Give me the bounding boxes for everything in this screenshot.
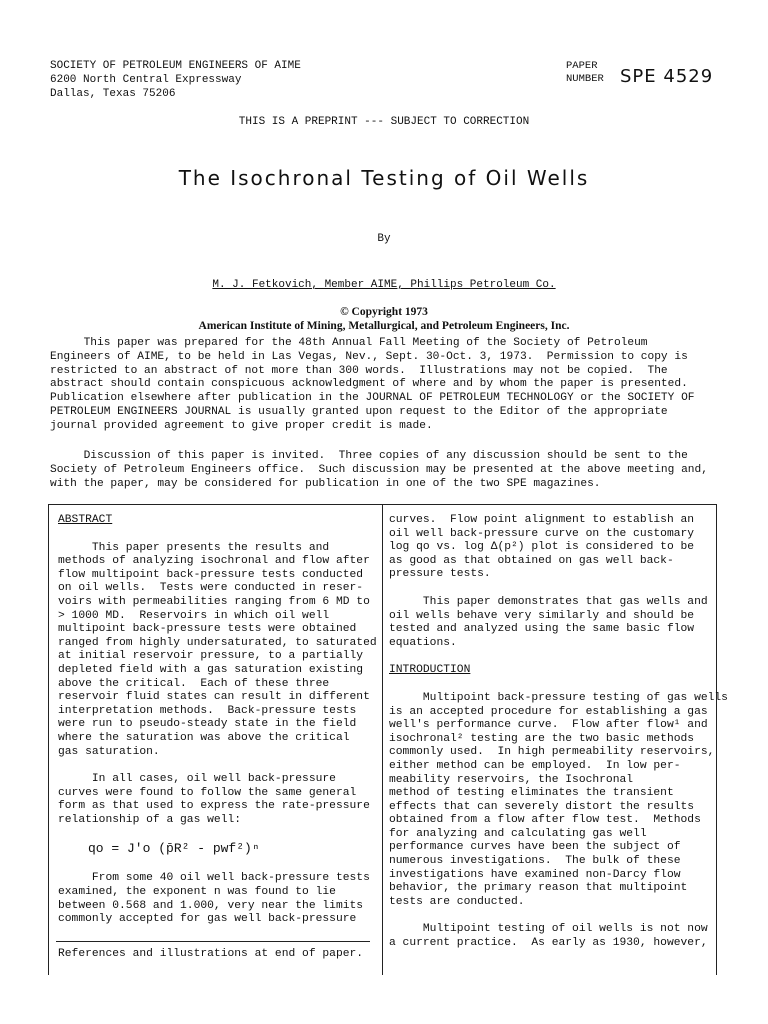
- left-column: [58, 514, 377, 927]
- body-line: commonly used. In high permeability reservoirs,: [389, 746, 715, 759]
- copyright-line: © Copyright 1973: [340, 306, 428, 318]
- body-line: is an accepted procedure for establishing a gas: [389, 705, 708, 718]
- body-line: tested and analyzed using the same basic flow: [389, 623, 695, 636]
- footnote-rule: [56, 941, 370, 942]
- body-line: equations.: [389, 636, 457, 649]
- abstract-line: > 1000 MD. Reservoirs in which oil well: [58, 609, 330, 622]
- body-line: Multipoint back-pressure testing of gas wells: [389, 691, 728, 704]
- abstract-line: interpretation methods. Back-pressure tests: [58, 704, 357, 717]
- abstract-line: reservoir fluid states can result in different: [58, 691, 370, 704]
- body-line: as good as that obtained on gas well back-: [389, 554, 674, 567]
- body-line: oil well back-pressure curve on the customary: [389, 527, 695, 540]
- body-line: either method can be employed. In low per-: [389, 759, 681, 772]
- abstract-line: depleted field with a gas saturation existing: [58, 663, 364, 676]
- paper-label-line2: NUMBER: [566, 73, 604, 85]
- notice-line: abstract should contain conspicuous acknowledgment of where and by whom the paper is presented.: [50, 378, 688, 391]
- abstract-line: on oil wells. Tests were conducted in reser-: [58, 582, 364, 595]
- footnote: References and illustrations at end of paper.: [58, 948, 364, 960]
- abstract-para3: [58, 872, 377, 926]
- abstract-line: voirs with permeabilities ranging from 6 MD to: [58, 595, 370, 608]
- discussion-line: Society of Petroleum Engineers office. Such discussion may be presented at the above meeting and,: [50, 463, 708, 476]
- abstract-line: where the saturation was above the critical: [58, 731, 350, 744]
- abstract-line: curves were found to follow the same general: [58, 786, 357, 799]
- body-line: method of testing eliminates the transient: [389, 787, 674, 800]
- abstract-line: gas saturation.: [58, 745, 160, 758]
- abstract-line: In all cases, oil well back-pressure: [58, 773, 336, 786]
- right-para1: [389, 514, 728, 582]
- paper-number: SPE 4529: [620, 66, 714, 87]
- society-name: SOCIETY OF PETROLEUM ENGINEERS OF AIME: [50, 60, 301, 72]
- society-street: 6200 North Central Expressway: [50, 74, 242, 86]
- body-line: curves. Flow point alignment to establish an: [389, 514, 695, 526]
- notice-line: restricted to an abstract of not more than 300 words. Illustrations may not be copied. The: [50, 364, 668, 377]
- body-line: obtained from a flow after flow test. Methods: [389, 814, 701, 827]
- body-line: a current practice. As early as 1930, however,: [389, 937, 708, 950]
- body-line: pressure tests.: [389, 568, 491, 581]
- body-line: performance curves have been the subject of: [389, 841, 681, 854]
- notice-line: Publication elsewhere after publication in the JOURNAL OF PETROLEUM TECHNOLOGY or the SOCIETY OF: [50, 392, 695, 405]
- notice-line: Engineers of AIME, to be held in Las Vegas, Nev., Sept. 30-Oct. 3, 1973. Permission to copy is: [50, 350, 688, 363]
- body-line: oil wells behave very similarly and should be: [389, 609, 695, 622]
- body-line: numerous investigations. The bulk of these: [389, 855, 681, 868]
- abstract-heading: ABSTRACT: [58, 514, 113, 526]
- abstract-line: methods of analyzing isochronal and flow after: [58, 555, 370, 568]
- abstract-line: at initial reservoir pressure, to a partially: [58, 650, 364, 663]
- abstract-para1: [58, 542, 377, 760]
- author-line: [0, 278, 768, 292]
- abstract-line: examined, the exponent n was found to lie: [58, 886, 336, 899]
- body-line: effects that can severely distort the results: [389, 800, 695, 813]
- abstract-line: were run to pseudo-steady state in the field: [58, 718, 357, 731]
- body-line: isochronal² testing are the two basic methods: [389, 732, 695, 745]
- by-line: By: [377, 233, 391, 245]
- discussion-line: with the paper, may be considered for publication in one of the two SPE magazines.: [50, 477, 601, 490]
- abstract-line: form as that used to express the rate-pressure: [58, 800, 370, 813]
- right-para2: [389, 596, 728, 650]
- abstract-line: between 0.568 and 1.000, very near the limits: [58, 899, 364, 912]
- abstract-line: relationship of a gas well:: [58, 813, 242, 826]
- body-line: investigations have examined non-Darcy flow: [389, 868, 681, 881]
- body-line: log qo vs. log Δ(p²) plot is considered to be: [389, 541, 695, 554]
- body-line: well's performance curve. Flow after flow¹ and: [389, 719, 708, 732]
- abstract-line: commonly accepted for gas well back-pressure: [58, 913, 357, 926]
- right-para3: [389, 692, 728, 910]
- discussion-paragraph: [50, 450, 708, 491]
- paper-label: [566, 60, 604, 86]
- right-column: [389, 514, 728, 951]
- preprint-notice: THIS IS A PREPRINT --- SUBJECT TO CORRECTION: [238, 116, 530, 128]
- abstract-para2: [58, 773, 377, 827]
- society-address: [50, 59, 301, 101]
- body-line: Multipoint testing of oil wells is not now: [389, 923, 708, 936]
- notice-line: This paper was prepared for the 48th Annual Fall Meeting of the Society of Petroleum: [50, 337, 648, 349]
- introduction-heading: INTRODUCTION: [389, 664, 471, 677]
- author-text: M. J. Fetkovich, Member AIME, Phillips Petroleum Co.: [212, 279, 556, 291]
- abstract-line: ranged from highly undersaturated, to saturated: [58, 636, 377, 649]
- abstract-line: From some 40 oil well back-pressure tests: [58, 872, 370, 885]
- abstract-line: multipoint back-pressure tests were obtained: [58, 623, 357, 636]
- body-line: for analyzing and calculating gas well: [389, 827, 647, 840]
- notice-line: PETROLEUM ENGINEERS JOURNAL is usually granted upon request to the Editor of the appropriate: [50, 405, 668, 418]
- discussion-line: Discussion of this paper is invited. Three copies of any discussion should be sent to the: [50, 450, 688, 462]
- right-para4: [389, 923, 728, 950]
- society-city: Dallas, Texas 75206: [50, 88, 176, 100]
- abstract-line: above the critical. Each of these three: [58, 677, 330, 690]
- body-line: behavior, the primary reason that multipoint: [389, 882, 688, 895]
- paper-label-line1: PAPER: [566, 60, 598, 72]
- paper-title: The Isochronal Testing of Oil Wells: [178, 166, 590, 190]
- body-line: This paper demonstrates that gas wells and: [389, 595, 708, 608]
- abstract-line: flow multipoint back-pressure tests conducted: [58, 568, 364, 581]
- abstract-line: This paper presents the results and: [58, 541, 330, 554]
- copyright-org: American Institute of Mining, Metallurgical, and Petroleum Engineers, Inc.: [198, 320, 570, 332]
- notice-paragraph: [50, 337, 695, 434]
- body-line: tests are conducted.: [389, 895, 525, 908]
- notice-line: journal provided agreement to give proper credit is made.: [50, 419, 433, 432]
- body-line: meability reservoirs, the Isochronal: [389, 773, 634, 786]
- backpressure-equation: qo = J'o (p̄R² - pwf²)ⁿ: [88, 841, 260, 857]
